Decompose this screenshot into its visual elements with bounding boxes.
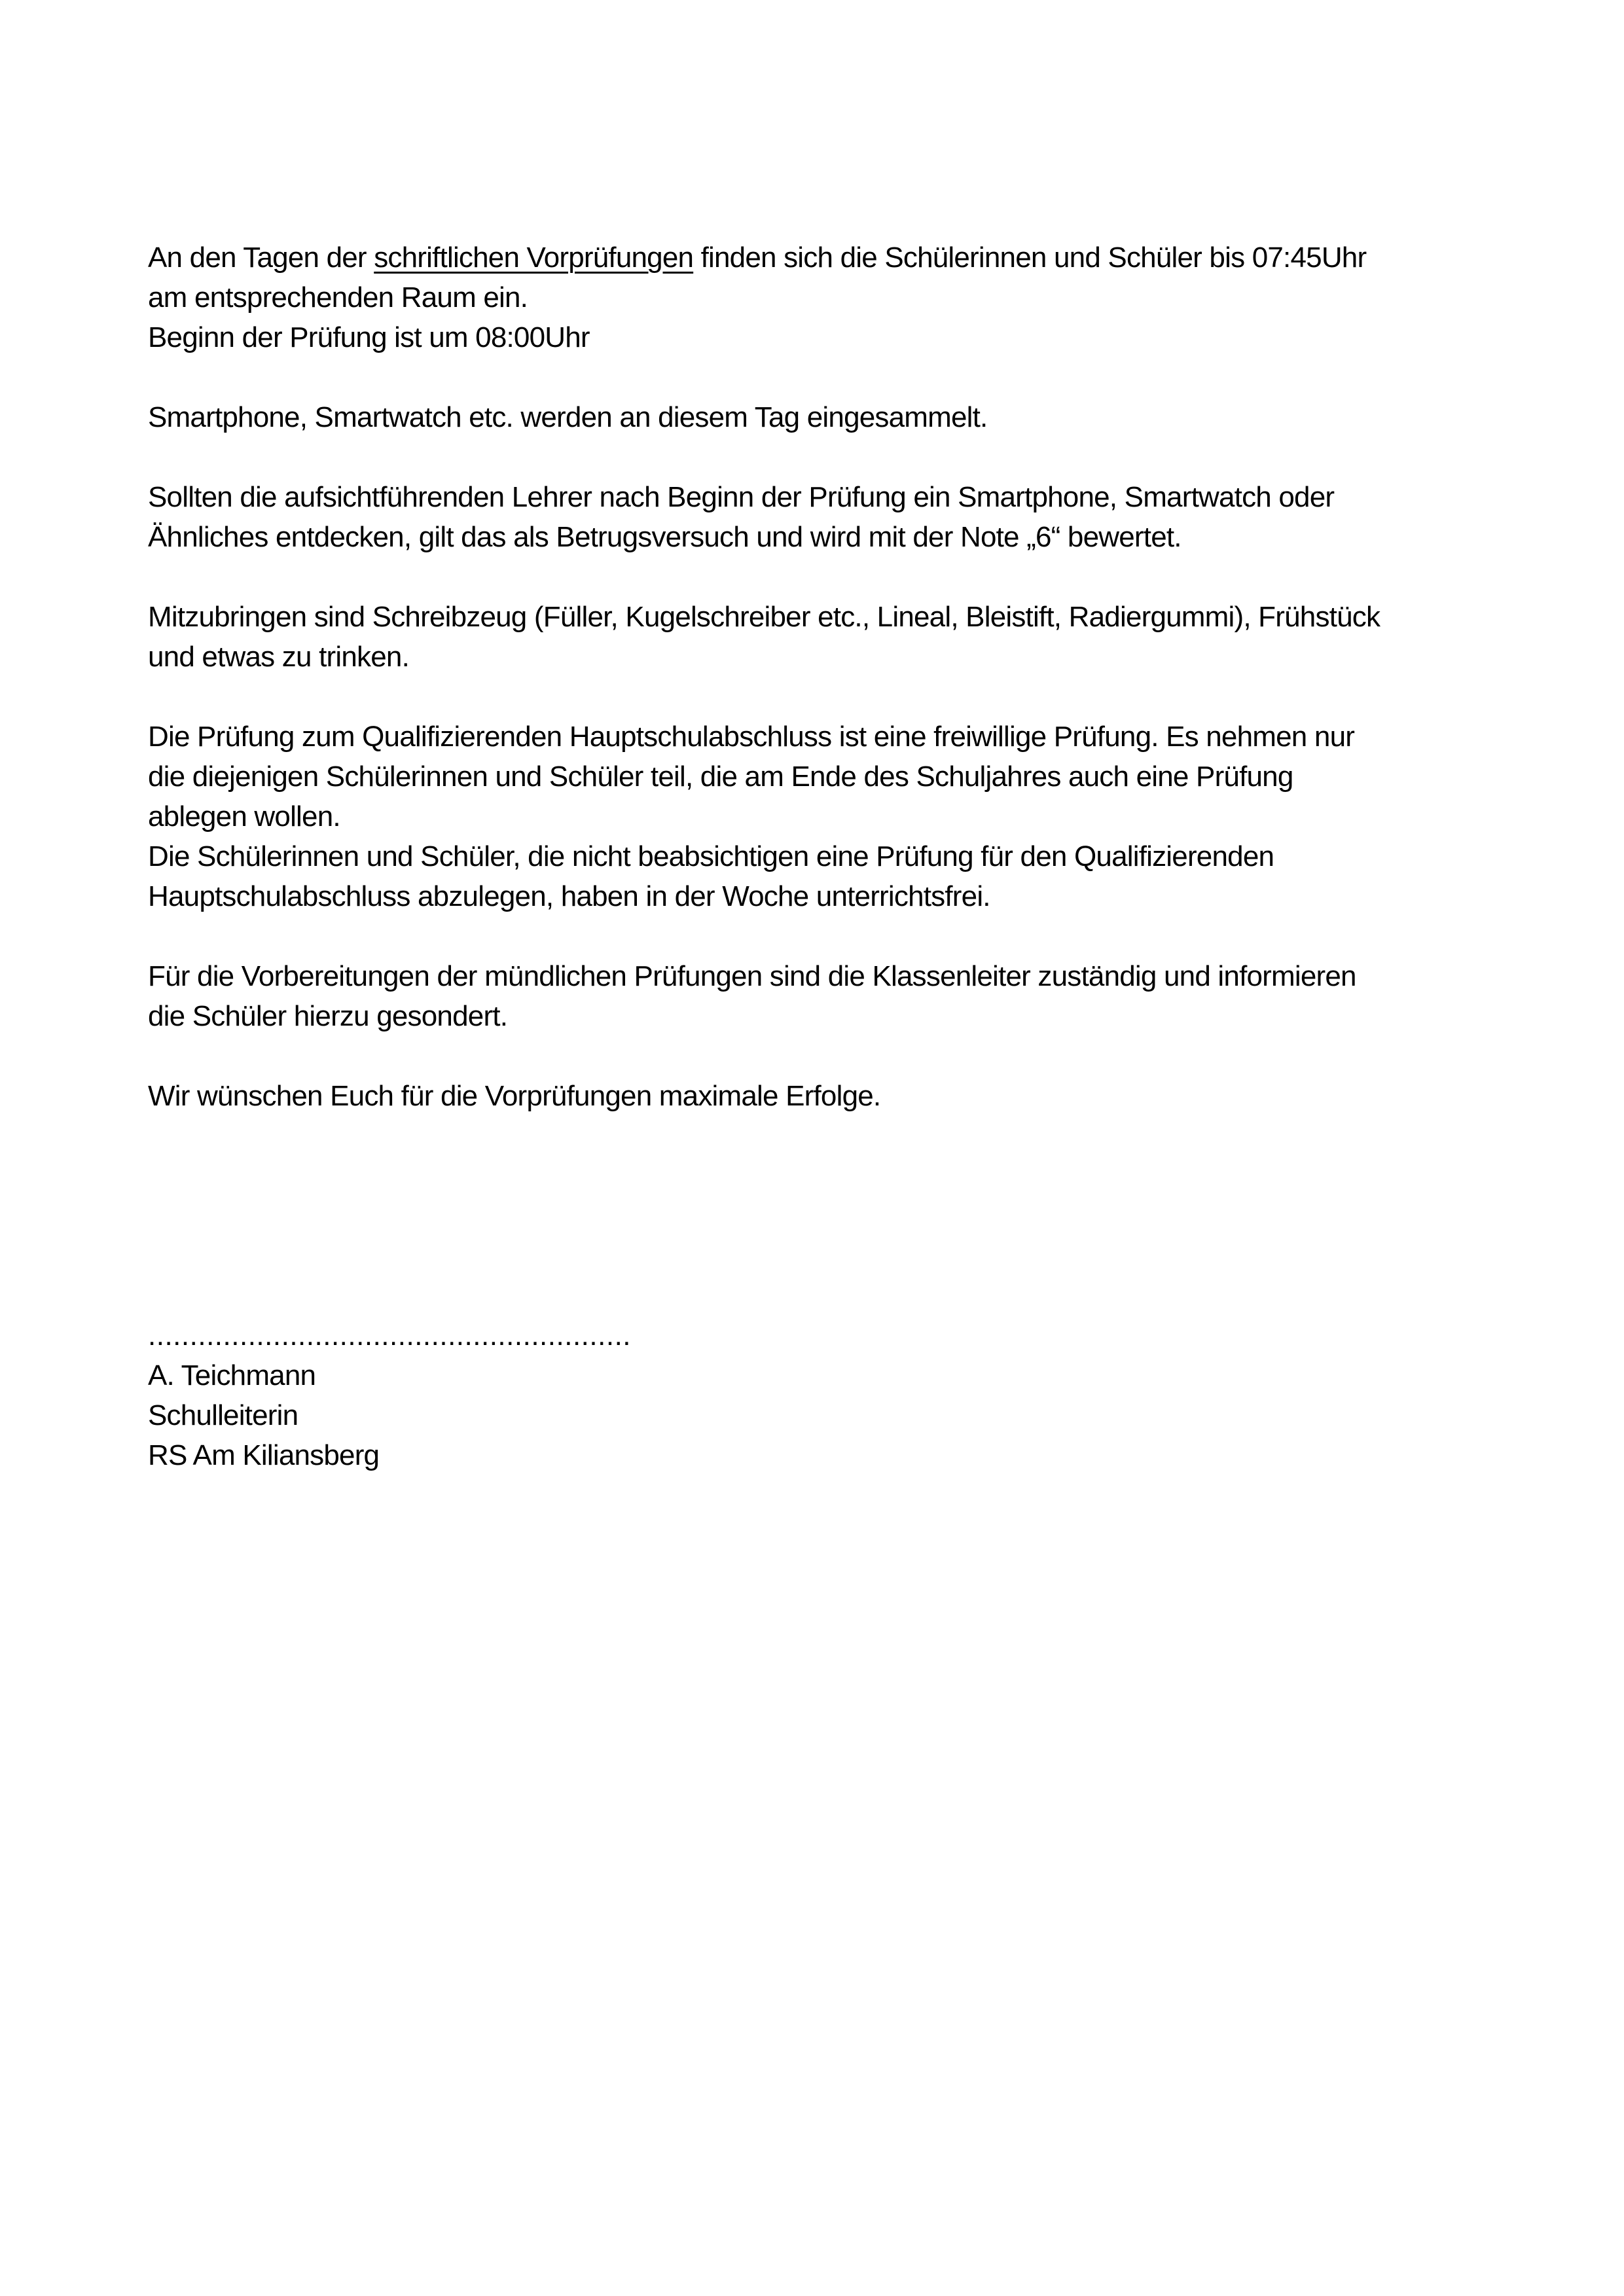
text-line: Smartphone, Smartwatch etc. werden an diesem Tag eingesammelt. xyxy=(148,401,988,433)
text-line: Mitzubringen sind Schreibzeug (Füller, Kugelschreiber etc., Lineal, Bleistift, Radiergummi), Frühstück xyxy=(148,601,1380,633)
signature-school: RS Am Kiliansberg xyxy=(148,1439,380,1471)
paragraph-good-luck xyxy=(148,1076,1506,1116)
text-line: Für die Vorbereitungen der mündlichen Prüfungen sind die Klassenleiter zuständig und informieren xyxy=(148,960,1356,992)
paragraph-items-to-bring xyxy=(148,597,1506,677)
letter-body xyxy=(148,238,1506,1475)
text-line: am entsprechenden Raum ein. xyxy=(148,281,528,314)
paragraph-spacer xyxy=(148,437,1506,477)
paragraph-spacer xyxy=(148,916,1506,956)
paragraph-spacer xyxy=(148,1036,1506,1076)
text-line: und etwas zu trinken. xyxy=(148,641,409,673)
signature-dotted-line: .......................................................... xyxy=(148,1319,632,1352)
text-line xyxy=(148,238,1506,278)
text-segment: An den Tagen der xyxy=(148,242,374,274)
paragraph-smartphone-collection xyxy=(148,397,1506,437)
paragraph-voluntary-exam xyxy=(148,717,1506,916)
text-line: die diejenigen Schülerinnen und Schüler teil, die am Ende des Schuljahres auch eine Prüfung xyxy=(148,761,1293,793)
signature-block xyxy=(148,1316,1506,1475)
text-line: Beginn der Prüfung ist um 08:00Uhr xyxy=(148,321,590,353)
paragraph-arrival-time xyxy=(148,238,1506,357)
text-line: die Schüler hierzu gesondert. xyxy=(148,1000,508,1032)
text-line: Die Prüfung zum Qualifizierenden Hauptschulabschluss ist eine freiwillige Prüfung. Es nehmen nur xyxy=(148,721,1355,753)
signature-name: A. Teichmann xyxy=(148,1359,316,1391)
text-line: Wir wünschen Euch für die Vorprüfungen maximale Erfolge. xyxy=(148,1080,881,1112)
text-line: Hauptschulabschluss abzulegen, haben in der Woche unterrichtsfrei. xyxy=(148,880,990,912)
text-line: Sollten die aufsichtführenden Lehrer nach Beginn der Prüfung ein Smartphone, Smartwatch oder xyxy=(148,481,1335,513)
text-segment: finden sich die Schülerinnen und Schüler bis 07:45Uhr xyxy=(693,242,1367,274)
paragraph-spacer xyxy=(148,677,1506,717)
text-line: ablegen wollen. xyxy=(148,800,340,833)
signature-spacer xyxy=(148,1116,1506,1316)
paragraph-cheating-warning xyxy=(148,477,1506,557)
paragraph-spacer xyxy=(148,557,1506,597)
signature-role: Schulleiterin xyxy=(148,1399,298,1431)
paragraph-spacer xyxy=(148,357,1506,397)
text-line: Ähnliches entdecken, gilt das als Betrugsversuch und wird mit der Note „6“ bewertet. xyxy=(148,521,1182,553)
underlined-phrase: schriftlichen Vorprüfungen xyxy=(374,242,694,274)
text-line: Die Schülerinnen und Schüler, die nicht beabsichtigen eine Prüfung für den Qualifizierenden xyxy=(148,840,1274,872)
paragraph-oral-exam-prep xyxy=(148,956,1506,1036)
